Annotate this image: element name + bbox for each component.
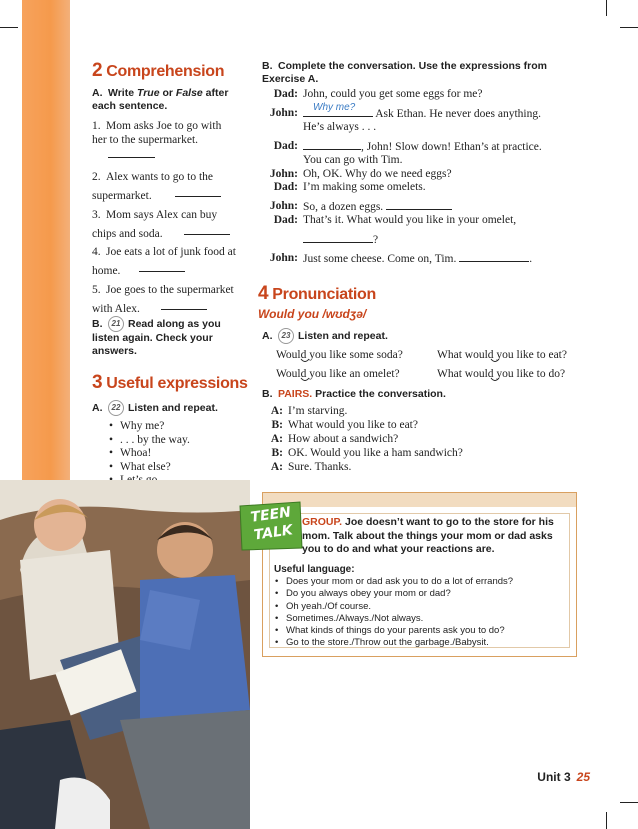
dialogue-line: B: What would you like to eat? [271,419,418,431]
crop-mark [620,802,638,803]
comprehension-instruction-b: B. 21 Read along as you listen again. Check your answers. [92,317,221,357]
pronunciation-phrase: What would you like to do? [437,368,566,380]
pronunciation-instruction-b: B. PAIRS. Practice the conversation. [262,388,446,400]
pairs-conversation [240,405,570,475]
comprehension-item: 5. Joe goes to the supermarket with Alex. [92,284,234,315]
dialogue-line: John: So, a dozen eggs. [255,200,585,214]
useful-language-list [274,576,574,650]
linking-arc-icon [490,358,500,364]
list-item: • Go to the store./Throw out the garbage./Babysit. [274,637,574,649]
teen-talk-header-bar [263,493,576,507]
audio-track-icon[interactable]: 21 [108,316,124,332]
complete-instruction: B. Complete the conversation. Use the expressions from Exercise A. [262,60,547,85]
list-item: • . . . by the way. [108,434,190,448]
list-item: • What else? [108,461,190,475]
comprehension-item: 1. Mom asks Joe to go with her to the supermarket. [92,120,222,146]
dialogue-line: Dad: , John! Slow down! Ethan’s at practice. [273,140,542,153]
dialogue-line: Dad: I’m making some omelets. [273,181,426,193]
answer-blank[interactable] [161,300,207,310]
dialogue-line: B: OK. Would you like a ham sandwich? [271,447,463,459]
linking-arc-icon [300,377,310,383]
teen-talk-logo: TEEN TALK [236,500,306,552]
useful-language-label: Useful language: [274,564,355,575]
example-answer: Why me? [303,107,373,117]
dialogue-line: Dad: John, could you get some eggs for me? [273,88,483,100]
list-item: • Whoa! [108,447,190,461]
crop-mark [620,27,638,28]
answer-blank[interactable] [459,252,529,262]
comprehension-title: 2 Comprehension [92,60,225,81]
pronunciation-title: 4 Pronunciation [258,283,376,304]
pronunciation-phrase: What would you like to eat? [437,349,567,361]
list-item: • What kinds of things do your parents ask you to do? [274,625,574,637]
dialogue-line: A: How about a sandwich? [270,433,399,445]
comprehension-item: 4. Joe eats a lot of junk food at home. [92,246,236,277]
dialogue-line: John: Just some cheese. Come on, Tim. . [269,252,533,265]
dialogue-line: Dad: That’s it. What would you like in your omelet, [273,214,517,226]
useful-instruction-a: A. 22 Listen and repeat. [92,400,218,416]
dialogue-line: ? [255,233,585,252]
audio-track-icon[interactable]: 22 [108,400,124,416]
linking-arc-icon [490,377,500,383]
page-footer [537,770,590,784]
list-item: • Oh yeah./Of course. [274,601,574,613]
list-item: • Why me? [108,420,190,434]
dialogue-line: You can go with Tim. [303,154,403,166]
dialogue-line: A: I’m starving. [270,405,348,417]
answer-blank[interactable] [386,200,452,210]
expression-list [108,420,190,488]
useful-expressions-title: 3 Useful expressions [92,372,248,393]
answer-blank[interactable] [303,140,361,150]
pronunciation-phrase: Would you like some soda? [276,349,403,361]
crop-mark [606,0,607,16]
complete-dialogue [255,88,585,266]
pronunciation-instruction-a: A. 23 Listen and repeat. [262,328,388,344]
answer-blank[interactable] [175,187,221,197]
dialogue-line: A: Sure. Thanks. [270,461,352,473]
dialogue-line: He’s always . . . [303,121,377,133]
list-item: • Do you always obey your mom or dad? [274,588,574,600]
audio-track-icon[interactable]: 23 [278,328,294,344]
answer-blank[interactable] [139,262,185,272]
dialogue-line: John: Oh, OK. Why do we need eggs? [269,168,452,180]
list-item: • Does your mom or dad ask you to do a lot of errands? [274,576,574,588]
comprehension-item: 3. Mom says Alex can buy chips and soda. [92,209,218,240]
answer-blank[interactable] [303,233,373,243]
pronunciation-phrase: Would you like an omelet? [276,368,400,380]
crop-mark [606,812,607,829]
students-photo [0,480,250,829]
comprehension-instruction-a: A. Write True or False after each sentence. [92,87,229,112]
pronunciation-subtitle: Would you /wʊdʒə/ [258,307,367,321]
page-number: 25 [576,770,590,784]
dialogue-line: John: Why me? Ask Ethan. He never does anything. [269,102,542,120]
linking-arc-icon [300,358,310,364]
comprehension-item: 2. Alex wants to go to the supermarket. [92,171,213,202]
list-item: • Sometimes./Always./Not always. [274,613,574,625]
answer-blank[interactable] [184,225,230,235]
answer-blank[interactable] [108,148,155,158]
unit-label: Unit 3 [537,770,571,784]
teen-talk-task: GROUP. Joe doesn’t want to go to the store for his mom. Talk about the things your mom or dad asks you to do and what your reactions are. [302,516,554,555]
crop-mark [0,27,18,28]
